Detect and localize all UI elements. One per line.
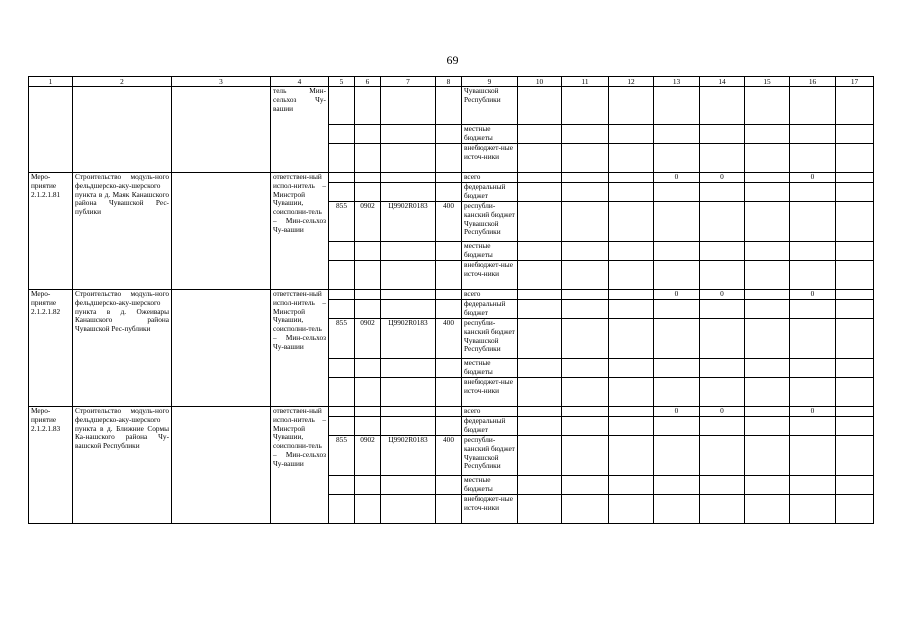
column-header: 16 [790,77,836,87]
empty-cell [790,202,836,242]
empty-cell [745,407,790,417]
source-cell: внебюджет-ные источ-ники [462,144,518,173]
source-cell: местные бюджеты [462,125,518,144]
empty-cell [700,495,745,524]
empty-cell [836,290,874,300]
empty-cell [329,261,355,290]
empty-cell [562,378,609,407]
empty-cell [436,495,462,524]
empty-cell [745,242,790,261]
csr-cell: Ц9902R0183 [381,436,436,476]
empty-cell [790,378,836,407]
measure-name-cell: Строительство модуль-ного фельдшерско-аку-шерского пункта в д. Маяк Канашского района Чувашской Рес-публики [73,173,172,290]
column-header: 12 [609,77,654,87]
source-cell: федеральный бюджет [462,300,518,319]
empty-cell [562,261,609,290]
executor-cell: ответствен-ный испол-нитель – Минстрой Чувашии, соисполни-тель – Мин-сельхоз Чу-вашии [271,407,329,524]
measure-code-cell: Меро-приятие 2.1.2.1.82 [29,290,73,407]
empty-cell [562,436,609,476]
empty-cell [654,300,700,319]
empty-cell [355,183,381,202]
empty-cell [609,476,654,495]
empty-cell [745,261,790,290]
empty-cell [562,476,609,495]
column-header: 9 [462,77,518,87]
empty-cell [745,476,790,495]
empty-cell [436,359,462,378]
empty-cell [609,290,654,300]
empty-cell [355,495,381,524]
empty-cell [609,300,654,319]
empty-cell [745,290,790,300]
empty-cell [329,242,355,261]
amount-cell: 0 [654,407,700,417]
empty-cell [609,202,654,242]
source-cell: местные бюджеты [462,476,518,495]
empty-cell [355,173,381,183]
empty-cell [355,290,381,300]
column-header: 3 [172,77,271,87]
measure-code-cell: Меро-приятие 2.1.2.1.81 [29,173,73,290]
empty-cell [518,495,562,524]
empty-cell [745,202,790,242]
source-cell: федеральный бюджет [462,183,518,202]
empty-cell [836,319,874,359]
rzpr-cell: 0902 [355,436,381,476]
empty-cell [355,300,381,319]
empty-cell [836,436,874,476]
empty-cell [654,378,700,407]
empty-cell [381,378,436,407]
amount-cell: 0 [790,290,836,300]
source-cell: внебюджет-ные источ-ники [462,495,518,524]
empty-cell [436,417,462,436]
empty-cell [355,261,381,290]
empty-cell [654,202,700,242]
empty-cell [518,202,562,242]
empty-cell [518,407,562,417]
empty-cell [700,476,745,495]
empty-cell [562,495,609,524]
empty-cell [436,300,462,319]
empty-cell [790,300,836,319]
empty-cell [329,290,355,300]
grbs-cell: 855 [329,319,355,359]
empty-cell [562,319,609,359]
empty-cell [518,183,562,202]
empty-cell [609,495,654,524]
vr-cell: 400 [436,436,462,476]
column-3-cell [172,87,271,173]
empty-cell [436,261,462,290]
column-header: 8 [436,77,462,87]
empty-cell [700,242,745,261]
empty-cell [609,378,654,407]
empty-cell [562,359,609,378]
measure-code-cell: Меро-приятие 2.1.2.1.83 [29,407,73,524]
empty-cell [329,300,355,319]
empty-cell [329,183,355,202]
empty-cell [355,242,381,261]
empty-cell [790,261,836,290]
amount-cell: 0 [700,407,745,417]
empty-cell [654,476,700,495]
table-row [29,290,874,300]
column-header: 14 [700,77,745,87]
empty-cell [518,261,562,290]
empty-cell [518,378,562,407]
amount-cell: 0 [700,290,745,300]
empty-cell [381,300,436,319]
measure-name-cell: Строительство модуль-ного фельдшерско-аку-шерского пункта в д. Ближние Сормы Ка-нашского района Чу-вашской Республики [73,407,172,524]
empty-cell [355,417,381,436]
empty-cell [745,300,790,319]
empty-cell [790,359,836,378]
column-header: 5 [329,77,355,87]
empty-cell [329,378,355,407]
empty-cell [355,407,381,417]
grbs-cell: 855 [329,202,355,242]
empty-cell [654,436,700,476]
empty-cell [518,417,562,436]
column-header: 6 [355,77,381,87]
source-cell: всего [462,290,518,300]
empty-cell [790,183,836,202]
empty-cell [836,417,874,436]
empty-cell [518,359,562,378]
vr-cell: 400 [436,202,462,242]
empty-cell [700,300,745,319]
empty-cell [436,290,462,300]
empty-cell [381,183,436,202]
empty-cell [355,378,381,407]
empty-cell [609,242,654,261]
empty-cell [518,300,562,319]
empty-cell [329,407,355,417]
empty-cell [329,359,355,378]
empty-cell [436,407,462,417]
empty-cell [609,183,654,202]
empty-cell [700,319,745,359]
empty-cell [436,173,462,183]
amount-cell: 0 [790,173,836,183]
empty-cell [654,183,700,202]
empty-cell [790,476,836,495]
empty-cell [329,173,355,183]
column-header: 13 [654,77,700,87]
empty-cell [609,436,654,476]
empty-cell [518,173,562,183]
source-cell: внебюджет-ные источ-ники [462,378,518,407]
empty-cell [790,495,836,524]
amount-cell: 0 [654,290,700,300]
source-cell: республи-канский бюджет Чувашской Республики [462,202,518,242]
csr-cell: Ц9902R0183 [381,202,436,242]
empty-cell [745,173,790,183]
empty-cell [836,202,874,242]
empty-cell [609,359,654,378]
empty-cell [562,242,609,261]
measure-name-cell: Строительство модуль-ного фельдшерско-аку-шерского пункта в д. Ожеивары Канашского района Чувашской Рес-публики [73,290,172,407]
table-row [29,87,874,125]
amount-cell: 0 [790,407,836,417]
column-header: 10 [518,77,562,87]
empty-cell [700,261,745,290]
empty-cell [700,359,745,378]
empty-cell [562,183,609,202]
empty-cell [381,495,436,524]
empty-cell [836,261,874,290]
amount-cell: 0 [654,173,700,183]
empty-cell [745,378,790,407]
column-header: 11 [562,77,609,87]
empty-cell [381,261,436,290]
empty-cell [745,183,790,202]
empty-cell [700,417,745,436]
empty-cell [654,319,700,359]
table-row [29,173,874,183]
empty-cell [836,183,874,202]
empty-cell [609,261,654,290]
executor-cell: ответствен-ный испол-нитель – Минстрой Чувашии, соисполни-тель – Мин-сельхоз Чу-вашии [271,290,329,407]
empty-cell [836,476,874,495]
column-header: 17 [836,77,874,87]
csr-cell: Ц9902R0183 [381,319,436,359]
empty-cell [436,476,462,495]
empty-cell [436,378,462,407]
empty-cell [562,417,609,436]
empty-cell [562,407,609,417]
empty-cell [654,495,700,524]
empty-cell [562,300,609,319]
empty-cell [562,290,609,300]
empty-cell [654,417,700,436]
empty-cell [609,319,654,359]
empty-cell [836,173,874,183]
column-3-cell [172,173,271,290]
empty-cell [381,173,436,183]
empty-cell [609,417,654,436]
source-cell: республи-канский бюджет Чувашской Республики [462,319,518,359]
column-3-cell [172,290,271,407]
empty-cell [836,300,874,319]
source-cell: всего [462,407,518,417]
executor-cell: тель Мин-сельхоз Чу-вашии [271,87,329,173]
empty-cell [745,495,790,524]
empty-cell [790,417,836,436]
empty-cell [355,476,381,495]
empty-cell [436,242,462,261]
column-header: 1 [29,77,73,87]
column-header: 7 [381,77,436,87]
empty-cell [562,202,609,242]
empty-cell [329,417,355,436]
empty-cell [790,436,836,476]
empty-cell [836,378,874,407]
page-number: 69 [446,53,459,67]
empty-cell [836,359,874,378]
empty-cell [329,495,355,524]
empty-cell [745,436,790,476]
empty-cell [745,359,790,378]
executor-cell: ответствен-ный испол-нитель – Минстрой Чувашии, соисполни-тель – Мин-сельхоз Чу-вашии [271,173,329,290]
empty-cell [381,407,436,417]
rzpr-cell: 0902 [355,319,381,359]
empty-cell [654,261,700,290]
empty-cell [518,290,562,300]
column-header: 15 [745,77,790,87]
empty-cell [329,476,355,495]
empty-cell [381,242,436,261]
source-cell: внебюджет-ные источ-ники [462,261,518,290]
rzpr-cell: 0902 [355,202,381,242]
empty-cell [562,173,609,183]
source-cell: всего [462,173,518,183]
empty-cell [436,183,462,202]
amount-cell: 0 [700,173,745,183]
empty-cell [518,476,562,495]
empty-cell [381,417,436,436]
grbs-cell: 855 [329,436,355,476]
measure-code-cell [29,87,73,173]
empty-cell [745,319,790,359]
program-measures-table [28,76,874,524]
source-cell: местные бюджеты [462,359,518,378]
empty-cell [790,242,836,261]
empty-cell [654,242,700,261]
column-header: 4 [271,77,329,87]
empty-cell [790,319,836,359]
empty-cell [355,359,381,378]
empty-cell [518,436,562,476]
source-cell: местные бюджеты [462,242,518,261]
empty-cell [381,359,436,378]
table-row [29,407,874,417]
measures-body [29,173,874,524]
source-cell: республи-канский бюджет Чувашской Республики [462,436,518,476]
empty-cell [518,319,562,359]
empty-cell [654,359,700,378]
column-header: 2 [73,77,172,87]
empty-cell [609,407,654,417]
empty-cell [745,417,790,436]
measure-name-cell [73,87,172,173]
empty-cell [609,173,654,183]
empty-cell [518,242,562,261]
column-number-row [29,77,874,87]
source-cell: федеральный бюджет [462,417,518,436]
column-3-cell [172,407,271,524]
empty-cell [700,202,745,242]
empty-cell [700,436,745,476]
source-cell: Чувашской Республики [462,87,518,125]
empty-cell [700,183,745,202]
empty-cell [381,290,436,300]
empty-cell [381,476,436,495]
empty-cell [836,495,874,524]
empty-cell [836,242,874,261]
empty-cell [836,407,874,417]
empty-cell [700,378,745,407]
vr-cell: 400 [436,319,462,359]
